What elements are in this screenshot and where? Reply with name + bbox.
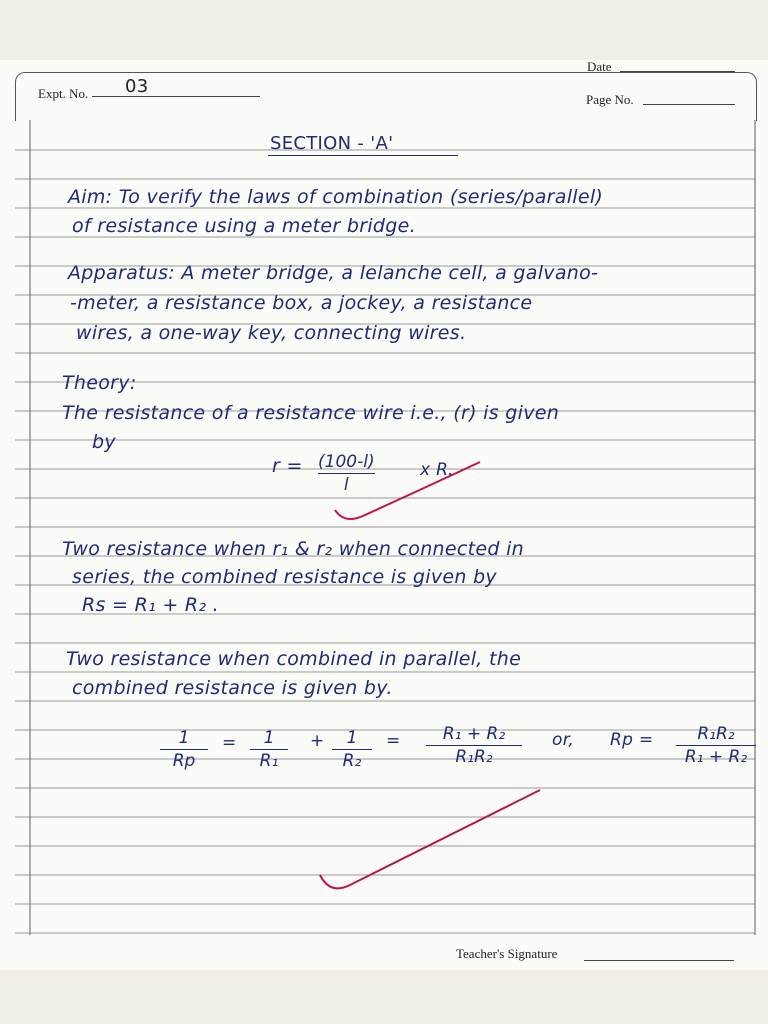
aim-line-2: of resistance using a meter bridge. (72, 215, 416, 237)
formula-numerator: (100-l) (318, 452, 375, 472)
numerator: 1 (178, 728, 190, 748)
numerator: R₁R₂ (697, 724, 735, 744)
theory-line-1: The resistance of a resistance wire i.e., (r) is given (62, 402, 560, 424)
parallel-line-2: combined resistance is given by. (72, 677, 393, 699)
theory-heading: Theory: (62, 372, 137, 394)
series-line-3: Rs = R₁ + R₂ . (82, 594, 220, 616)
denominator: R₁R₂ (455, 747, 493, 767)
numerator: 1 (346, 728, 358, 748)
plus-sign: + (310, 731, 325, 751)
parallel-line-1: Two resistance when combined in parallel, the (66, 648, 522, 670)
expt-line (92, 96, 260, 97)
denominator: Rp (172, 751, 196, 771)
fraction-bar (426, 745, 522, 746)
denominator: R₂ (342, 751, 362, 771)
denominator: R₁ + R₂ (684, 747, 748, 767)
formula-rhs: x R. (420, 460, 454, 480)
fraction-1-over-rp (160, 728, 208, 771)
fraction-1-over-r1 (250, 728, 288, 771)
apparatus-line-1: Apparatus: A meter bridge, a lelanche cell, a galvano- (68, 262, 599, 284)
series-line-2: series, the combined resistance is given by (72, 566, 497, 588)
apparatus-line-2: -meter, a resistance box, a jockey, a resistance (70, 292, 533, 314)
page-line (643, 104, 735, 105)
theory-line-2: by (92, 431, 116, 453)
teacher-signature-label: Teacher's Signature (456, 946, 558, 961)
aim-line-1: Aim: To verify the laws of combination (series/parallel) (68, 186, 604, 208)
date-line (620, 71, 735, 72)
equals-sign: = (222, 733, 237, 753)
apparatus-line-3: wires, a one-way key, connecting wires. (76, 322, 467, 344)
page-label: Page No. (586, 92, 634, 107)
expt-number: 03 (125, 76, 149, 97)
fraction-bar (250, 749, 288, 750)
date-label: Date (587, 59, 612, 74)
expt-label: Expt. No. (38, 86, 89, 101)
or-text: or, (552, 730, 575, 750)
checkmark-icon (320, 790, 540, 888)
signature-line (584, 960, 734, 961)
numerator: R₁ + R₂ (442, 724, 506, 744)
numerator: 1 (263, 728, 275, 748)
series-line-1: Two resistance when r₁ & r₂ when connected in (62, 538, 524, 560)
fraction-sum-over-product (426, 724, 522, 767)
equals-sign: = (386, 731, 401, 751)
formula-denominator: l (343, 475, 349, 495)
rp-equals: Rp = (610, 730, 654, 750)
fraction-bar (160, 749, 208, 750)
fraction-bar (332, 749, 372, 750)
fraction-bar (318, 473, 375, 474)
formula-fraction (318, 452, 375, 495)
denominator: R₁ (259, 751, 279, 771)
fraction-1-over-r2 (332, 728, 372, 771)
section-underline (268, 155, 458, 156)
formula-lhs: r = (272, 455, 303, 477)
fraction-product-over-sum (676, 724, 756, 767)
fraction-bar (676, 745, 756, 746)
section-title: SECTION - 'A' (270, 133, 394, 154)
